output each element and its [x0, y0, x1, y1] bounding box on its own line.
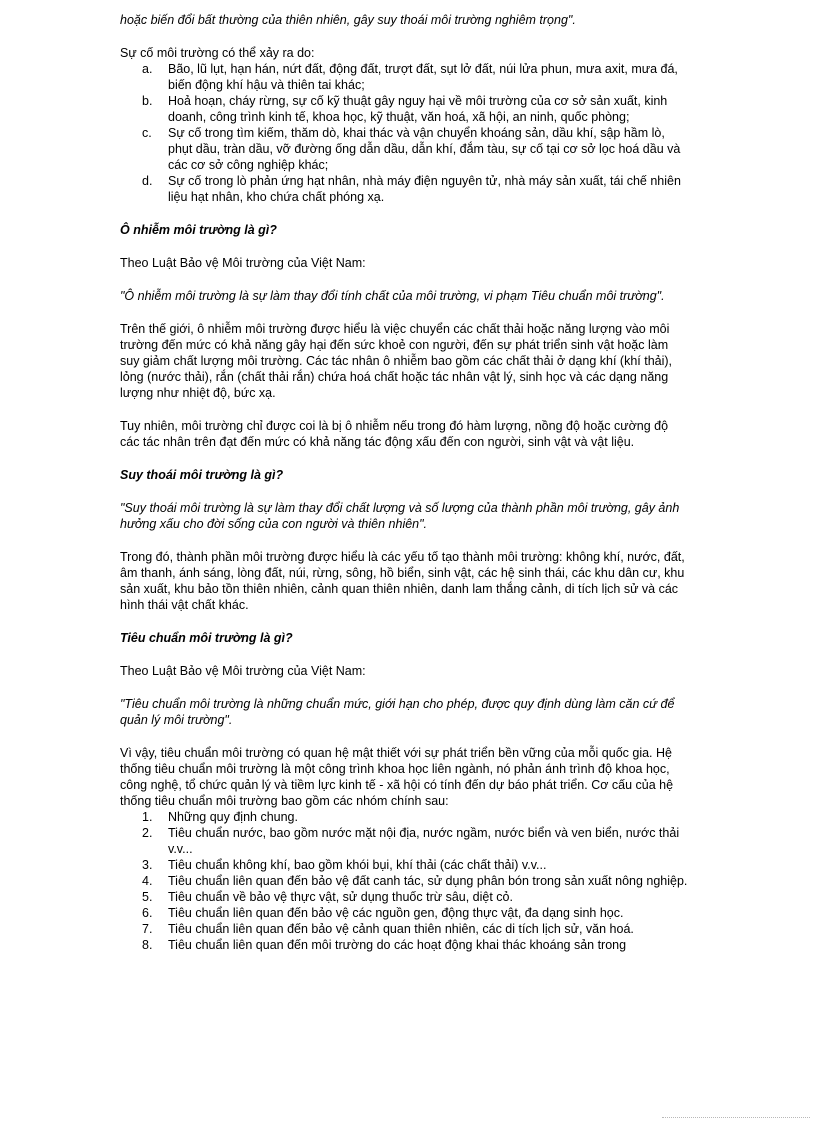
list-item: b. Hoả hoạn, cháy rừng, sự cố kỹ thuật gây nguy hại về môi trường của cơ sở sản xuất, kinh doanh, công trình kinh tế, khoa học, kỹ thuật, văn hoá, xã hội, an ninh, quốc phòng; [142, 94, 668, 124]
heading-degradation: Suy thoái môi trường là gì? [120, 468, 284, 482]
list-item: c. Sự cố trong tìm kiếm, thăm dò, khai thác và vận chuyển khoáng sản, dầu khí, sập hầm lò, phụt dầu, tràn dầu, vỡ đường ống dẫn dầu, dẫn khí, đắm tàu, sự cố tại cơ sở lọc hoá dầu và các cơ sở công nghiệp khác; [142, 126, 681, 172]
list-item: 7. Tiêu chuẩn liên quan đến bảo vệ cảnh quan thiên nhiên, các di tích lịch sử, văn hoá. [142, 922, 634, 936]
list-item: a. Bão, lũ lụt, hạn hán, nứt đất, động đất, trượt đất, sụt lở đất, núi lửa phun, mưa axit, mưa đá, biến động khí hậu và thiên tai khác; [142, 62, 678, 92]
quote-standard: "Tiêu chuẩn môi trường là những chuẩn mức, giới hạn cho phép, được quy định dùng làm căn cứ để quản lý môi trường". [120, 697, 675, 727]
causes-intro: Sự cố môi trường có thể xảy ra do: [120, 46, 315, 60]
list-item: 8. Tiêu chuẩn liên quan đến môi trường do các hoạt động khai thác khoáng sản trong [142, 938, 627, 952]
list-item: 3. Tiêu chuẩn không khí, bao gồm khói bụi, khí thải (các chất thải) v.v... [142, 858, 547, 872]
list-item: 4. Tiêu chuẩn liên quan đến bảo vệ đất canh tác, sử dụng phân bón trong sản xuất nông nghiệp. [142, 874, 688, 888]
list-item: d. Sự cố trong lò phản ứng hạt nhân, nhà máy điện nguyên tử, nhà máy sản xuất, tái chế nhiên liệu hạt nhân, kho chứa chất phóng xạ. [142, 174, 681, 204]
law-reference: Theo Luật Bảo vệ Môi trường của Việt Nam: [120, 256, 366, 270]
standards-list [120, 809, 690, 953]
footer-dotted-line [662, 1117, 810, 1118]
paragraph-however: Tuy nhiên, môi trường chỉ được coi là bị ô nhiễm nếu trong đó hàm lượng, nồng độ hoặc cường độ các tác nhân trên đạt đến mức có khả năng tác động xấu đến con người, sinh vật và vật liệu. [120, 419, 669, 449]
list-item: 2. Tiêu chuẩn nước, bao gồm nước mặt nội địa, nước ngầm, nước biển và ven biển, nước thải v.v... [142, 826, 680, 856]
causes-list [120, 61, 690, 205]
paragraph-world: Trên thế giới, ô nhiễm môi trường được hiểu là việc chuyển các chất thải hoặc năng lượng vào môi trường đến mức có khả năng gây hại đến sức khoẻ con người, đến sự phát triển sinh vật hoặc làm suy giảm chất lượng môi trường. Các tác nhân ô nhiễm bao gồm các chất thải ở dạng khí (khí thải), lỏng (nước thải), rắn (chất thải rắn) chứa hoá chất hoặc tác nhân vật lý, sinh học và các dạng năng lượng như nhiệt độ, bức xạ. [120, 322, 673, 400]
document-page [120, 12, 690, 953]
paragraph-therefore: Vì vậy, tiêu chuẩn môi trường có quan hệ mật thiết với sự phát triển bền vững của mỗi quốc gia. Hệ thống tiêu chuẩn môi trường là một công trình khoa học liên ngành, nó phản ánh trình độ khoa học, công nghệ, tổ chức quản lý và tiềm lực kinh tế - xã hội có tính đến dự báo phát triển. Cơ cấu của hệ thống tiêu chuẩn môi trường bao gồm các nhóm chính sau: [120, 746, 674, 808]
intro-quote-end: hoặc biến đổi bất thường của thiên nhiên, gây suy thoái môi trường nghiêm trọng". [120, 13, 576, 27]
quote-pollution: "Ô nhiễm môi trường là sự làm thay đổi tính chất của môi trường, vi phạm Tiêu chuẩn môi trường". [120, 289, 665, 303]
list-item: 1. Những quy định chung. [142, 810, 298, 824]
heading-standard: Tiêu chuẩn môi trường là gì? [120, 631, 293, 645]
heading-pollution: Ô nhiễm môi trường là gì? [120, 223, 277, 237]
list-item: 6. Tiêu chuẩn liên quan đến bảo vệ các nguồn gen, động thực vật, đa dạng sinh học. [142, 906, 624, 920]
paragraph-components: Trong đó, thành phần môi trường được hiểu là các yếu tố tạo thành môi trường: không khí, nước, đất, âm thanh, ánh sáng, lòng đất, núi, rừng, sông, hồ biển, sinh vật, các hệ sinh thái, các khu dân cư, khu sản xuất, khu bảo tồn thiên nhiên, cảnh quan thiên nhiên, danh lam thắng cảnh, di tích lịch sử và các hình thái vật chất khác. [120, 550, 685, 612]
law-reference: Theo Luật Bảo vệ Môi trường của Việt Nam: [120, 664, 366, 678]
quote-degradation: "Suy thoái môi trường là sự làm thay đổi chất lượng và số lượng của thành phần môi trường, gây ảnh hưởng xấu cho đời sống của con người và thiên nhiên". [120, 501, 680, 531]
list-item: 5. Tiêu chuẩn về bảo vệ thực vật, sử dụng thuốc trừ sâu, diệt cỏ. [142, 890, 513, 904]
